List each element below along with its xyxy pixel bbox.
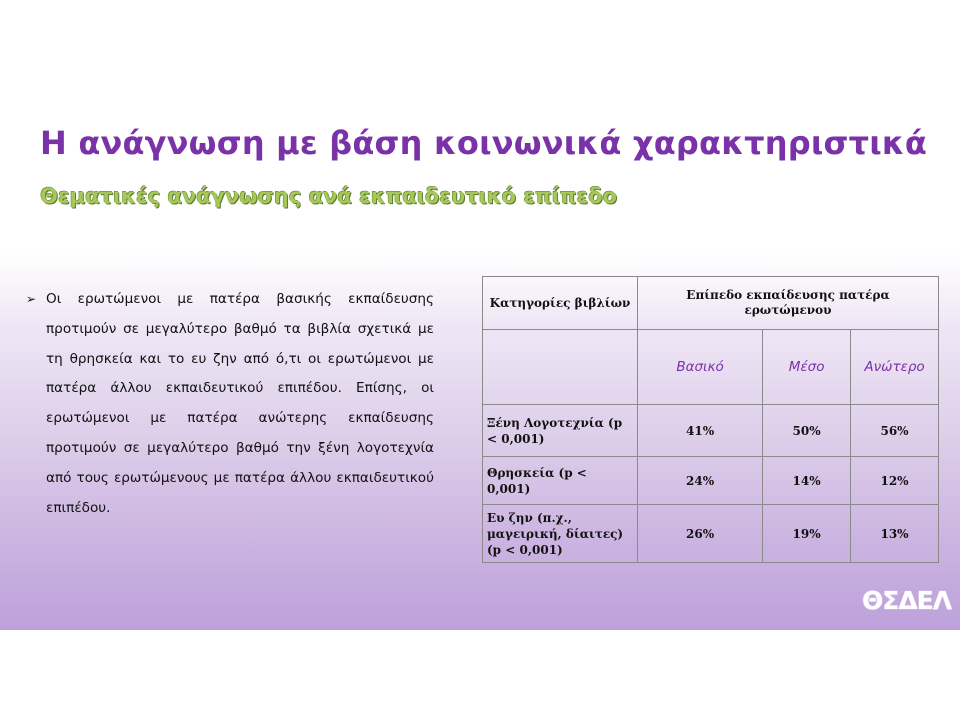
table-row xyxy=(483,405,939,457)
level-basic: Βασικό xyxy=(638,330,763,405)
arrow-bullet-icon: ➢ xyxy=(26,292,37,306)
empty-header-cell xyxy=(483,330,638,405)
cell-value: 41% xyxy=(638,405,763,457)
row-label: Ευ ζην (π.χ., μαγειρική, δίαιτες) (p < 0,001) xyxy=(483,505,638,563)
header-education-level: Επίπεδο εκπαίδευσης πατέρα ερωτώμενου xyxy=(638,277,939,330)
cell-value: 14% xyxy=(763,457,851,505)
header-category: Κατηγορίες βιβλίων xyxy=(483,277,638,330)
row-label: Θρησκεία (p < 0,001) xyxy=(483,457,638,505)
cell-value: 56% xyxy=(851,405,939,457)
cell-value: 12% xyxy=(851,457,939,505)
level-higher: Ανώτερο xyxy=(851,330,939,405)
row-label: Ξένη Λογοτεχνία (p < 0,001) xyxy=(483,405,638,457)
reading-topics-table xyxy=(482,276,939,563)
cell-value: 24% xyxy=(638,457,763,505)
table-row xyxy=(483,505,939,563)
organization-logo: ΘΣΔΕΛ xyxy=(862,586,952,615)
bullet-text: Οι ερωτώμενοι με πατέρα βασικής εκπαίδευσης προτιμούν σε μεγαλύτερο βαθμό τα βιβλία σχετικά με τη θρησκεία και το ευ ζην από ό,τι οι ερωτώμενοι με πατέρα άλλου εκπαιδευτικού επιπέδου. Επίσης, οι ερωτώμενοι με πατέρα ανώτερης εκπαίδευσης προτιμούν σε μεγαλύτερο βαθμό την ξένη λογοτεχνία από τους ερωτώμενους με πατέρα άλλου εκπαιδευτικού επιπέδου. xyxy=(46,291,434,516)
cell-value: 13% xyxy=(851,505,939,563)
level-middle: Μέσο xyxy=(763,330,851,405)
cell-value: 50% xyxy=(763,405,851,457)
cell-value: 26% xyxy=(638,505,763,563)
slide-subtitle: Θεματικές ανάγνωσης ανά εκπαιδευτικό επίπεδο xyxy=(40,184,617,208)
slide-title: Η ανάγνωση με βάση κοινωνικά χαρακτηριστικά xyxy=(40,124,928,162)
table-row xyxy=(483,457,939,505)
cell-value: 19% xyxy=(763,505,851,563)
bullet-paragraph xyxy=(26,285,434,523)
